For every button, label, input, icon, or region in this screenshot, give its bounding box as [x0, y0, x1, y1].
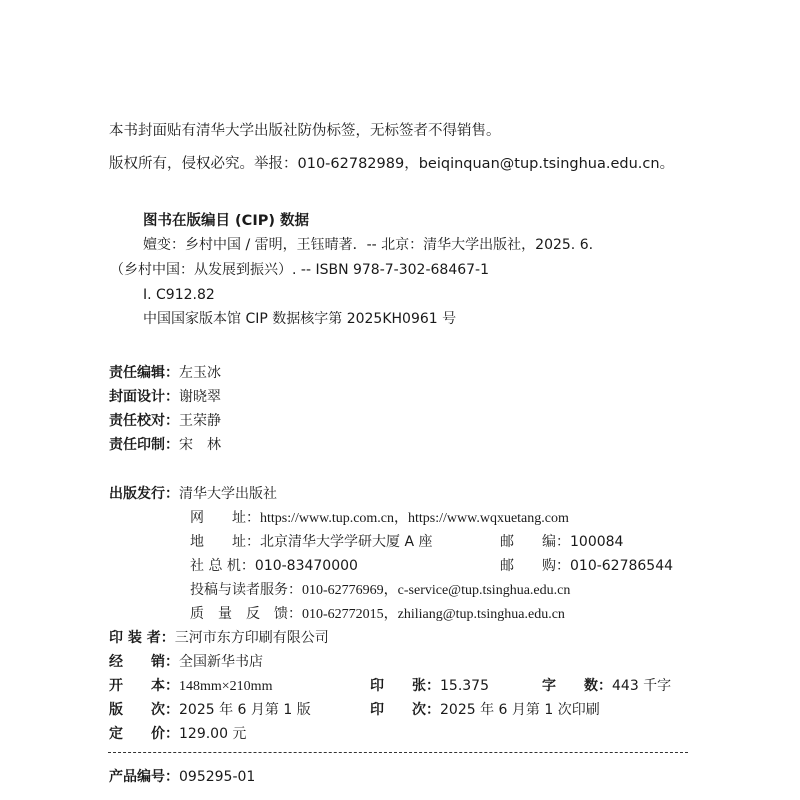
publisher-mail-order-row: [500, 559, 673, 573]
cip-heading: 图书在版编目 (CIP) 数据: [143, 213, 310, 229]
product-code-value: 095295-01: [179, 769, 256, 785]
publisher-address-row: [190, 535, 432, 549]
staff-cover-design-label: 封面设计：: [109, 389, 179, 405]
publisher-row: [109, 487, 277, 501]
staff-proofreader-label: 责任校对：: [109, 413, 179, 429]
dashed-divider: [108, 752, 688, 753]
publisher-feedback-row: [190, 607, 565, 622]
price-value: 129.00 元: [179, 726, 247, 742]
printer-row: [109, 631, 329, 645]
format-value: 148mm×210mm: [179, 679, 273, 694]
publisher-website-row: [190, 511, 569, 526]
cip-line-number: 中国国家版本馆 CIP 数据核字第 2025KH0961 号: [143, 311, 457, 327]
cip-line-series: （乡村中国：从发展到振兴）. -- ISBN 978-7-302-68467-1: [110, 262, 489, 278]
staff-printing-label: 责任印制：: [109, 437, 179, 453]
distributor-label: 经 销：: [109, 654, 179, 670]
publisher-label: 出版发行：: [109, 486, 179, 502]
publisher-postcode-value: 100084: [570, 534, 624, 550]
words-value: 443 千字: [612, 678, 672, 694]
staff-cover-design-value: 谢晓翠: [179, 389, 221, 405]
publisher-switchboard-value: 010-83470000: [254, 558, 358, 574]
publisher-address-label: 地 址：: [190, 534, 260, 550]
edition-row: [109, 703, 311, 717]
sheets-label: 印 张：: [370, 678, 440, 694]
format-row: [109, 679, 272, 694]
product-code-row: [109, 770, 255, 784]
printer-label: 印 装 者：: [109, 630, 175, 646]
publisher-feedback-value: 010-62772015，zhiliang@tup.tsinghua.edu.cn: [302, 607, 565, 622]
price-row: [109, 727, 246, 741]
publisher-feedback-label: 质 量 反 馈：: [190, 606, 302, 622]
copyright-notice: 版权所有，侵权必究。举报：010-62782989，beiqinquan@tup.tsinghua.edu.cn。: [109, 156, 675, 172]
publisher-service-label: 投稿与读者服务：: [190, 582, 302, 598]
staff-editor-value: 左玉冰: [179, 365, 221, 381]
staff-editor: [109, 366, 221, 380]
format-label: 开 本：: [109, 678, 179, 694]
print-run-value: 2025 年 6 月第 1 次印刷: [440, 702, 600, 718]
distributor-row: [109, 655, 263, 669]
price-label: 定 价：: [109, 726, 179, 742]
publisher-postcode-label: 邮 编：: [500, 534, 570, 550]
sheets-row: [370, 679, 489, 693]
staff-proofreader-value: 王荣静: [179, 413, 221, 429]
edition-label: 版 次：: [109, 702, 179, 718]
publisher-name: 清华大学出版社: [179, 486, 277, 502]
publisher-mail-order-label: 邮 购：: [500, 558, 570, 574]
publisher-service-row: [190, 583, 570, 598]
print-run-label: 印 次：: [370, 702, 440, 718]
publisher-website-value: https://www.tup.com.cn，https://www.wqxuetang.com: [260, 511, 569, 526]
staff-editor-label: 责任编辑：: [109, 365, 179, 381]
publisher-address-value: 北京清华大学学研大厦 A 座: [260, 534, 433, 550]
publisher-service-value: 010-62776969，c-service@tup.tsinghua.edu.cn: [302, 583, 571, 598]
cip-line-class: Ⅰ. C912.82: [143, 287, 215, 303]
staff-proofreader: [109, 414, 221, 428]
publisher-website-label: 网 址：: [190, 510, 260, 526]
sheets-value: 15.375: [440, 678, 489, 694]
staff-printing: [109, 438, 221, 452]
words-row: [542, 679, 671, 693]
print-run-row: [370, 703, 600, 717]
edition-value: 2025 年 6 月第 1 版: [179, 702, 311, 718]
staff-cover-design: [109, 390, 221, 404]
product-code-label: 产品编号：: [109, 769, 179, 785]
anti-counterfeit-notice: 本书封面贴有清华大学出版社防伪标签，无标签者不得销售。: [109, 123, 501, 139]
staff-printing-value: 宋 林: [179, 437, 221, 453]
publisher-switchboard-row: [190, 559, 358, 573]
printer-value: 三河市东方印刷有限公司: [174, 630, 329, 646]
words-label: 字 数：: [542, 678, 612, 694]
publisher-switchboard-label: 社 总 机：: [190, 558, 255, 574]
distributor-value: 全国新华书店: [179, 654, 263, 670]
publisher-mail-order-value: 010-62786544: [570, 558, 674, 574]
cip-line-title: 嬗变：乡村中国 / 雷明，王钰晴著．-- 北京：清华大学出版社，2025. 6.: [143, 237, 594, 253]
publisher-postcode-row: [500, 535, 623, 549]
